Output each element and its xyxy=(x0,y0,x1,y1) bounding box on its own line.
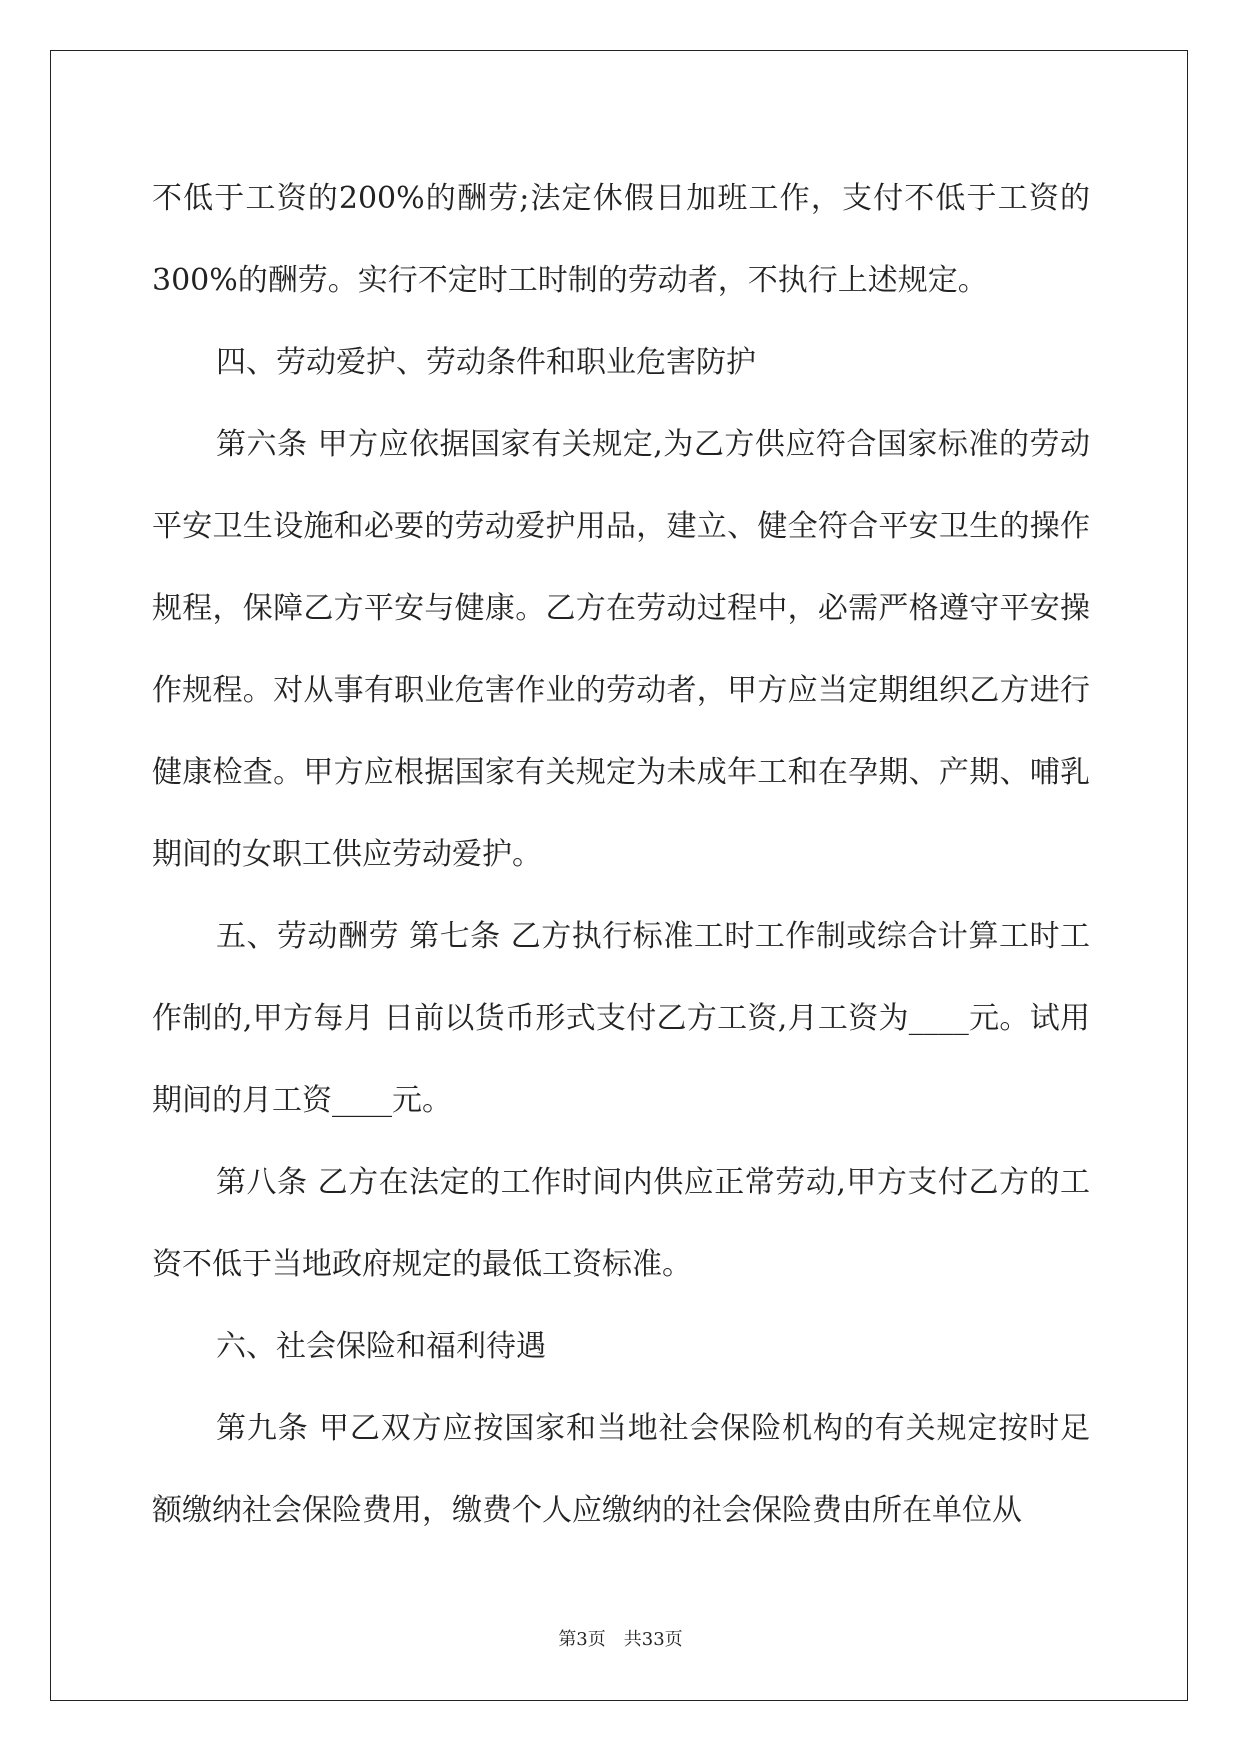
section-heading-labor-protection: 四、劳动爱护、劳动条件和职业危害防护 xyxy=(216,345,756,380)
paragraph-article-8: 第八条 乙方在法定的工作时间内供应正常劳动,甲方支付乙方的工资不低于当地政府规定的最低工资标准。 xyxy=(152,1165,1090,1282)
section-heading-social-insurance: 六、社会保险和福利待遇 xyxy=(216,1329,546,1364)
paragraph-article-7: 五、劳动酬劳 第七条 乙方执行标准工时工作制或综合计算工时工作制的,甲方每月 日前以货币形式支付乙方工资,月工资为____元。试用期间的月工资____元。 xyxy=(152,919,1090,1118)
paragraph-overtime-pay: 不低于工资的200%的酬劳;法定休假日加班工作，支付不低于工资的300%的酬劳。实行不定时工时制的劳动者，不执行上述规定。 xyxy=(152,181,1090,298)
paragraph-article-6: 第六条 甲方应依据国家有关规定,为乙方供应符合国家标准的劳动平安卫生设施和必要的劳动爱护用品，建立、健全符合平安卫生的操作规程，保障乙方平安与健康。乙方在劳动过程中，必需严格遵守平安操作规程。对从事有职业危害作业的劳动者，甲方应当定期组织乙方进行健康检查。甲方应根据国家有关规定为未成年工和在孕期、产期、哺乳期间的女职工供应劳动爱护。 xyxy=(152,427,1090,872)
document-body xyxy=(152,158,1090,1552)
page-number-footer: 第3页 共33页 xyxy=(558,1629,683,1650)
paragraph-article-9: 第九条 甲乙双方应按国家和当地社会保险机构的有关规定按时足额缴纳社会保险费用，缴费个人应缴纳的社会保险费由所在单位从 xyxy=(152,1411,1090,1528)
